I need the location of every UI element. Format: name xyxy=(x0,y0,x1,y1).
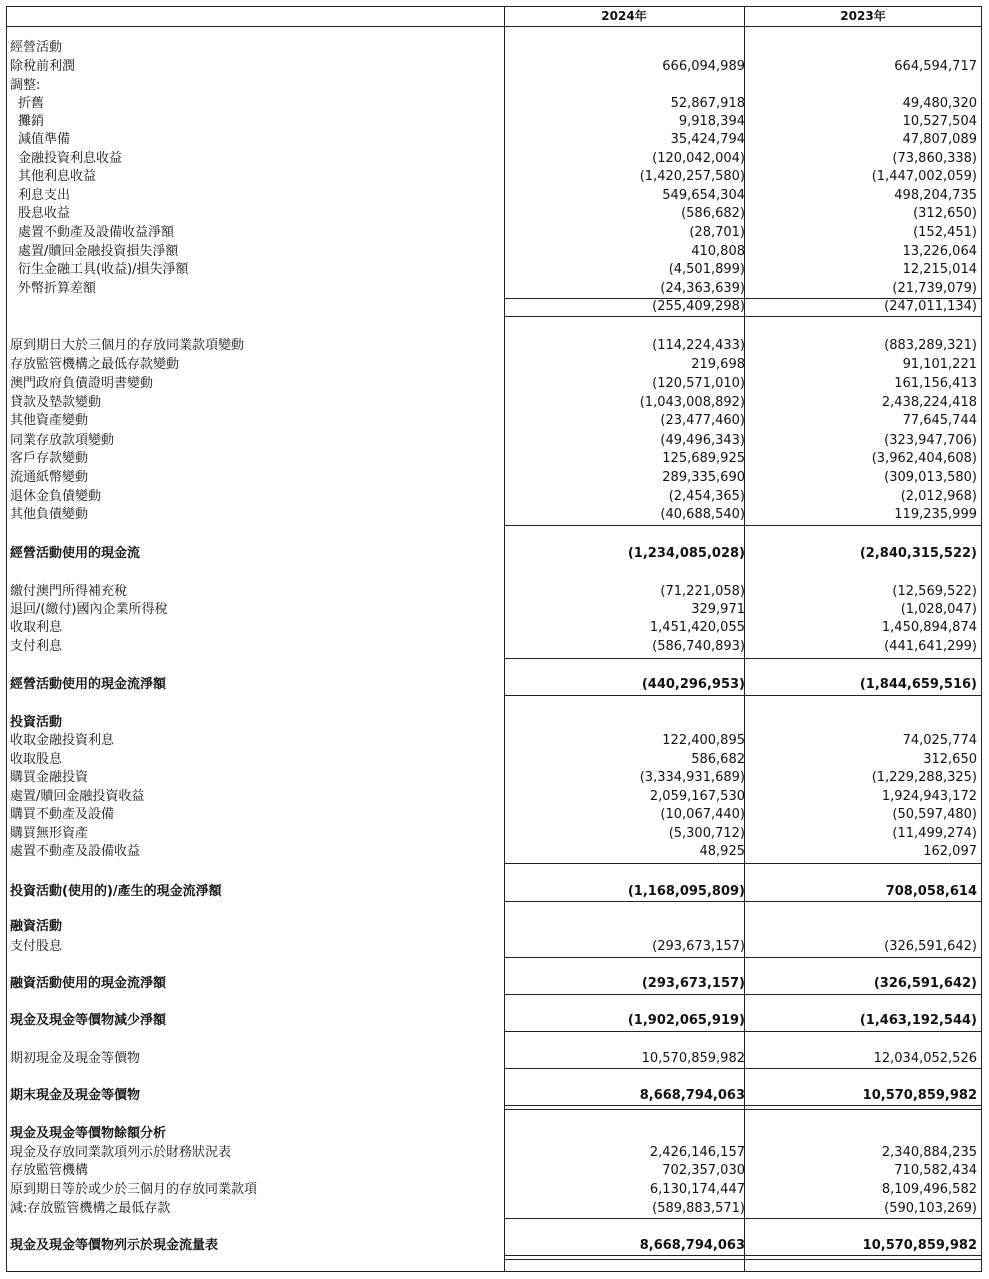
table-row xyxy=(7,769,981,787)
row-label: 利息支出 xyxy=(18,188,71,203)
value-2023: 119,235,999 xyxy=(894,507,977,522)
table-row xyxy=(7,375,981,393)
value-2024: 586,682 xyxy=(691,752,745,767)
value-2023: (1,844,659,516) xyxy=(859,677,977,692)
row-label: 同業存放款項變動 xyxy=(10,433,115,448)
value-2024: (1,168,095,809) xyxy=(627,884,745,899)
table-row xyxy=(7,732,981,750)
value-2023: 710,582,434 xyxy=(894,1163,977,1178)
table-row xyxy=(7,583,981,601)
table-row xyxy=(7,1144,981,1162)
value-2024: (5,300,712) xyxy=(668,826,745,841)
value-2024: 329,971 xyxy=(691,602,745,617)
underline-rule xyxy=(504,525,744,526)
table-row xyxy=(7,432,981,450)
table-row xyxy=(7,243,981,261)
table-row xyxy=(7,506,981,524)
value-2023: 10,527,504 xyxy=(902,114,977,129)
underline-rule xyxy=(745,316,982,317)
value-2024: 10,570,859,982 xyxy=(641,1051,745,1066)
table-row xyxy=(7,39,981,57)
row-label: 退回/(繳付)國內企業所得稅 xyxy=(10,602,168,617)
value-2024: 2,059,167,530 xyxy=(649,789,745,804)
table-row xyxy=(7,545,981,563)
value-2024: 702,357,030 xyxy=(662,1163,745,1178)
row-label: 處置不動產及設備收益 xyxy=(10,844,141,859)
value-2023: 12,215,014 xyxy=(902,262,977,277)
value-2023: (883,289,321) xyxy=(884,338,977,353)
value-2023: (323,947,706) xyxy=(884,433,977,448)
value-2024: 8,668,794,063 xyxy=(639,1088,745,1103)
underline-rule xyxy=(504,994,744,995)
table-row xyxy=(7,751,981,769)
table-row xyxy=(7,619,981,637)
table-row xyxy=(7,1200,981,1218)
underline-rule xyxy=(504,298,744,299)
underline-rule xyxy=(504,901,744,902)
row-label: 融資活動 xyxy=(10,919,63,934)
table-row xyxy=(7,918,981,936)
table-row xyxy=(7,825,981,843)
value-2024: (10,067,440) xyxy=(660,807,745,822)
row-label: 存放監管機構 xyxy=(10,1163,89,1178)
underline-rule xyxy=(745,1031,982,1032)
row-label: 期末現金及現金等價物 xyxy=(10,1088,141,1103)
row-label: 繳付澳門所得補充稅 xyxy=(10,584,128,599)
row-label: 支付利息 xyxy=(10,639,63,654)
table-row xyxy=(7,883,981,901)
value-2024: (589,883,571) xyxy=(652,1201,745,1216)
value-2024: 48,925 xyxy=(699,844,745,859)
row-label: 處置不動產及設備收益淨額 xyxy=(18,225,175,240)
table-row xyxy=(7,1050,981,1068)
table-row xyxy=(7,58,981,76)
underline-rule xyxy=(745,1109,982,1110)
underline-rule xyxy=(745,298,982,299)
value-2024: 52,867,918 xyxy=(670,96,745,111)
row-label: 現金及存放同業款項列示於財務狀況表 xyxy=(10,1145,232,1160)
value-2024: 122,400,895 xyxy=(662,733,745,748)
underline-rule xyxy=(745,1259,982,1260)
value-2023: 708,058,614 xyxy=(885,884,977,899)
row-label: 股息收益 xyxy=(18,206,71,221)
header-2024: 2024年 xyxy=(601,9,647,23)
value-2024: (120,571,010) xyxy=(652,376,745,391)
underline-rule xyxy=(745,658,982,659)
value-2024: (49,496,343) xyxy=(660,433,745,448)
table-row xyxy=(7,843,981,861)
table-row xyxy=(7,938,981,956)
header-2023: 2023年 xyxy=(840,9,886,23)
value-2024: (3,334,931,689) xyxy=(639,770,745,785)
value-2024: (2,454,365) xyxy=(668,489,745,504)
row-label: 經營活動使用的現金流淨額 xyxy=(10,677,167,692)
table-row xyxy=(7,975,981,993)
value-2024: (71,221,058) xyxy=(660,584,745,599)
table-row xyxy=(7,714,981,732)
underline-rule xyxy=(745,863,982,864)
value-2023: 2,438,224,418 xyxy=(881,395,977,410)
row-label: 支付股息 xyxy=(10,939,63,954)
value-2024: 125,689,925 xyxy=(662,451,745,466)
value-2023: (21,739,079) xyxy=(892,281,977,296)
value-2024: 8,668,794,063 xyxy=(639,1238,745,1253)
value-2024: 410,808 xyxy=(691,244,745,259)
value-2023: (11,499,274) xyxy=(892,826,977,841)
underline-rule xyxy=(745,994,982,995)
row-label: 購買不動產及設備 xyxy=(10,807,115,822)
row-label: 融資活動使用的現金流淨額 xyxy=(10,976,167,991)
table-row xyxy=(7,788,981,806)
table-row xyxy=(7,469,981,487)
value-2023: 91,101,221 xyxy=(902,357,977,372)
table-row xyxy=(7,261,981,279)
underline-rule xyxy=(745,1255,982,1256)
row-label: 購買無形資產 xyxy=(10,826,89,841)
row-label: 其他資產變動 xyxy=(10,413,89,428)
row-label: 收取股息 xyxy=(10,752,63,767)
value-2023: (590,103,269) xyxy=(884,1201,977,1216)
value-2023: 2,340,884,235 xyxy=(881,1145,977,1160)
table-row xyxy=(7,150,981,168)
value-2023: (309,013,580) xyxy=(884,470,977,485)
value-2024: (1,043,008,892) xyxy=(639,395,745,410)
value-2023: (326,591,642) xyxy=(884,939,977,954)
row-label: 其他負債變動 xyxy=(10,507,89,522)
underline-rule xyxy=(745,525,982,526)
value-2023: 10,570,859,982 xyxy=(862,1238,977,1253)
table-row xyxy=(7,394,981,412)
row-label: 購買金融投資 xyxy=(10,770,89,785)
underline-rule xyxy=(504,658,744,659)
value-2023: (1,463,192,544) xyxy=(859,1013,977,1028)
value-2023: 312,650 xyxy=(923,752,977,767)
row-label: 收取利息 xyxy=(10,620,63,635)
row-label: 現金及現金等價物餘額分析 xyxy=(10,1126,167,1141)
value-2024: 9,918,394 xyxy=(678,114,745,129)
table-row xyxy=(7,113,981,131)
value-2024: (24,363,639) xyxy=(660,281,745,296)
row-label: 減:存放監管機構之最低存款 xyxy=(10,1201,171,1216)
row-label: 經營活動 xyxy=(10,40,63,55)
value-2023: 77,645,744 xyxy=(902,413,977,428)
table-row xyxy=(7,131,981,149)
value-2023: (152,451) xyxy=(913,225,977,240)
table-row xyxy=(7,168,981,186)
value-2023: 161,156,413 xyxy=(894,376,977,391)
row-label: 原到期日大於三個月的存放同業款項變動 xyxy=(10,338,245,353)
underline-rule xyxy=(745,901,982,902)
value-2024: 289,335,690 xyxy=(662,470,745,485)
row-label: 經營活動使用的現金流 xyxy=(10,546,141,561)
value-2024: 219,698 xyxy=(691,357,745,372)
value-2024: (586,740,893) xyxy=(652,639,745,654)
table-row xyxy=(7,1012,981,1030)
underline-rule xyxy=(745,1068,982,1069)
value-2024: (40,688,540) xyxy=(660,507,745,522)
table-row xyxy=(7,1181,981,1199)
table-row xyxy=(7,187,981,205)
value-2023: 8,109,496,582 xyxy=(881,1182,977,1197)
value-2023: (326,591,642) xyxy=(873,976,977,991)
table-row xyxy=(7,1125,981,1143)
underline-rule xyxy=(504,1109,744,1110)
value-2024: (1,234,085,028) xyxy=(627,546,745,561)
value-2023: 74,025,774 xyxy=(902,733,977,748)
value-2023: 1,924,943,172 xyxy=(881,789,977,804)
table-header xyxy=(7,7,981,27)
value-2023: 10,570,859,982 xyxy=(862,1088,977,1103)
table-row xyxy=(7,601,981,619)
row-label: 攤銷 xyxy=(18,114,45,129)
value-2024: 549,654,304 xyxy=(662,188,745,203)
row-label: 現金及現金等價物減少淨額 xyxy=(10,1013,167,1028)
underline-rule xyxy=(745,695,982,696)
value-2023: 49,480,320 xyxy=(902,96,977,111)
underline-rule xyxy=(745,1105,982,1106)
value-2023: (1,229,288,325) xyxy=(871,770,977,785)
row-label: 退休金負債變動 xyxy=(10,489,102,504)
underline-rule xyxy=(745,1218,982,1219)
value-2023: (2,840,315,522) xyxy=(859,546,977,561)
value-2024: 666,094,989 xyxy=(662,59,745,74)
row-label: 貸款及墊款變動 xyxy=(10,395,102,410)
table-row xyxy=(7,412,981,430)
row-label: 折舊 xyxy=(18,96,45,111)
row-label: 收取金融投資利息 xyxy=(10,733,115,748)
table-row xyxy=(7,488,981,506)
row-label: 投資活動 xyxy=(10,715,63,730)
row-label: 現金及現金等價物列示於現金流量表 xyxy=(10,1238,219,1253)
row-label: 其他利息收益 xyxy=(18,169,97,184)
row-label: 處置/贖回金融投資收益 xyxy=(10,789,145,804)
value-2023: 47,807,089 xyxy=(902,132,977,147)
value-2024: (28,701) xyxy=(689,225,745,240)
underline-rule xyxy=(504,1255,744,1256)
table-row xyxy=(7,450,981,468)
value-2024: (1,902,065,919) xyxy=(627,1013,745,1028)
underline-rule xyxy=(504,1259,744,1260)
row-label: 投資活動(使用的)/產生的現金流淨額 xyxy=(10,884,222,899)
value-2023: (12,569,522) xyxy=(892,584,977,599)
row-label: 調整: xyxy=(10,78,41,93)
value-2024: (4,501,899) xyxy=(668,262,745,277)
table-row xyxy=(7,95,981,113)
table-row xyxy=(7,1162,981,1180)
value-2024: (293,673,157) xyxy=(652,939,745,954)
value-2023: (73,860,338) xyxy=(892,151,977,166)
value-2024: (120,042,004) xyxy=(652,151,745,166)
value-2023: (312,650) xyxy=(913,206,977,221)
row-label: 處置/贖回金融投資損失淨額 xyxy=(18,244,179,259)
underline-rule xyxy=(504,695,744,696)
row-label: 澳門政府負債證明書變動 xyxy=(10,376,154,391)
value-2023: 664,594,717 xyxy=(894,59,977,74)
table-row xyxy=(7,205,981,223)
value-2023: (1,028,047) xyxy=(900,602,977,617)
row-label: 流通紙幣變動 xyxy=(10,470,89,485)
value-2024: (1,420,257,580) xyxy=(639,169,745,184)
row-label: 外幣折算差額 xyxy=(18,281,97,296)
value-2023: (50,597,480) xyxy=(892,807,977,822)
table-row xyxy=(7,280,981,298)
value-2024: (255,409,298) xyxy=(652,299,745,314)
underline-rule xyxy=(504,316,744,317)
value-2023: 13,226,064 xyxy=(902,244,977,259)
table-row xyxy=(7,676,981,694)
value-2023: (3,962,404,608) xyxy=(871,451,977,466)
table-row xyxy=(7,638,981,656)
row-label: 原到期日等於或少於三個月的存放同業款項 xyxy=(10,1182,258,1197)
underline-rule xyxy=(504,1068,744,1069)
row-label: 金融投資利息收益 xyxy=(18,151,123,166)
row-label: 期初現金及現金等價物 xyxy=(10,1051,141,1066)
table-row xyxy=(7,298,981,316)
value-2023: 498,204,735 xyxy=(894,188,977,203)
table-row xyxy=(7,224,981,242)
value-2023: (247,011,134) xyxy=(884,299,977,314)
row-label: 減值準備 xyxy=(18,132,71,147)
underline-rule xyxy=(504,1218,744,1219)
underline-rule xyxy=(504,957,744,958)
row-label: 客戶存款變動 xyxy=(10,451,89,466)
row-label: 除稅前利潤 xyxy=(10,59,76,74)
value-2024: (114,224,433) xyxy=(652,338,745,353)
value-2024: 2,426,146,157 xyxy=(649,1145,745,1160)
value-2024: 1,451,420,055 xyxy=(649,620,745,635)
table-row xyxy=(7,1087,981,1105)
table-row xyxy=(7,356,981,374)
table-row xyxy=(7,77,981,95)
table-row xyxy=(7,806,981,824)
value-2024: 35,424,794 xyxy=(670,132,745,147)
value-2023: 1,450,894,874 xyxy=(881,620,977,635)
value-2023: 162,097 xyxy=(923,844,977,859)
row-label: 衍生金融工具(收益)/損失淨額 xyxy=(18,262,189,277)
value-2024: (23,477,460) xyxy=(660,413,745,428)
value-2024: (586,682) xyxy=(681,206,745,221)
row-label: 存放監管機構之最低存款變動 xyxy=(10,357,180,372)
value-2023: (1,447,002,059) xyxy=(871,169,977,184)
value-2024: 6,130,174,447 xyxy=(649,1182,745,1197)
value-2023: 12,034,052,526 xyxy=(873,1051,977,1066)
table-row xyxy=(7,337,981,355)
value-2024: (293,673,157) xyxy=(641,976,745,991)
underline-rule xyxy=(745,957,982,958)
value-2023: (2,012,968) xyxy=(900,489,977,504)
underline-rule xyxy=(504,1031,744,1032)
table-row xyxy=(7,1237,981,1255)
underline-rule xyxy=(504,863,744,864)
value-2024: (440,296,953) xyxy=(641,677,745,692)
value-2023: (441,641,299) xyxy=(884,639,977,654)
underline-rule xyxy=(504,1105,744,1106)
cash-flow-statement-table xyxy=(6,6,982,1272)
